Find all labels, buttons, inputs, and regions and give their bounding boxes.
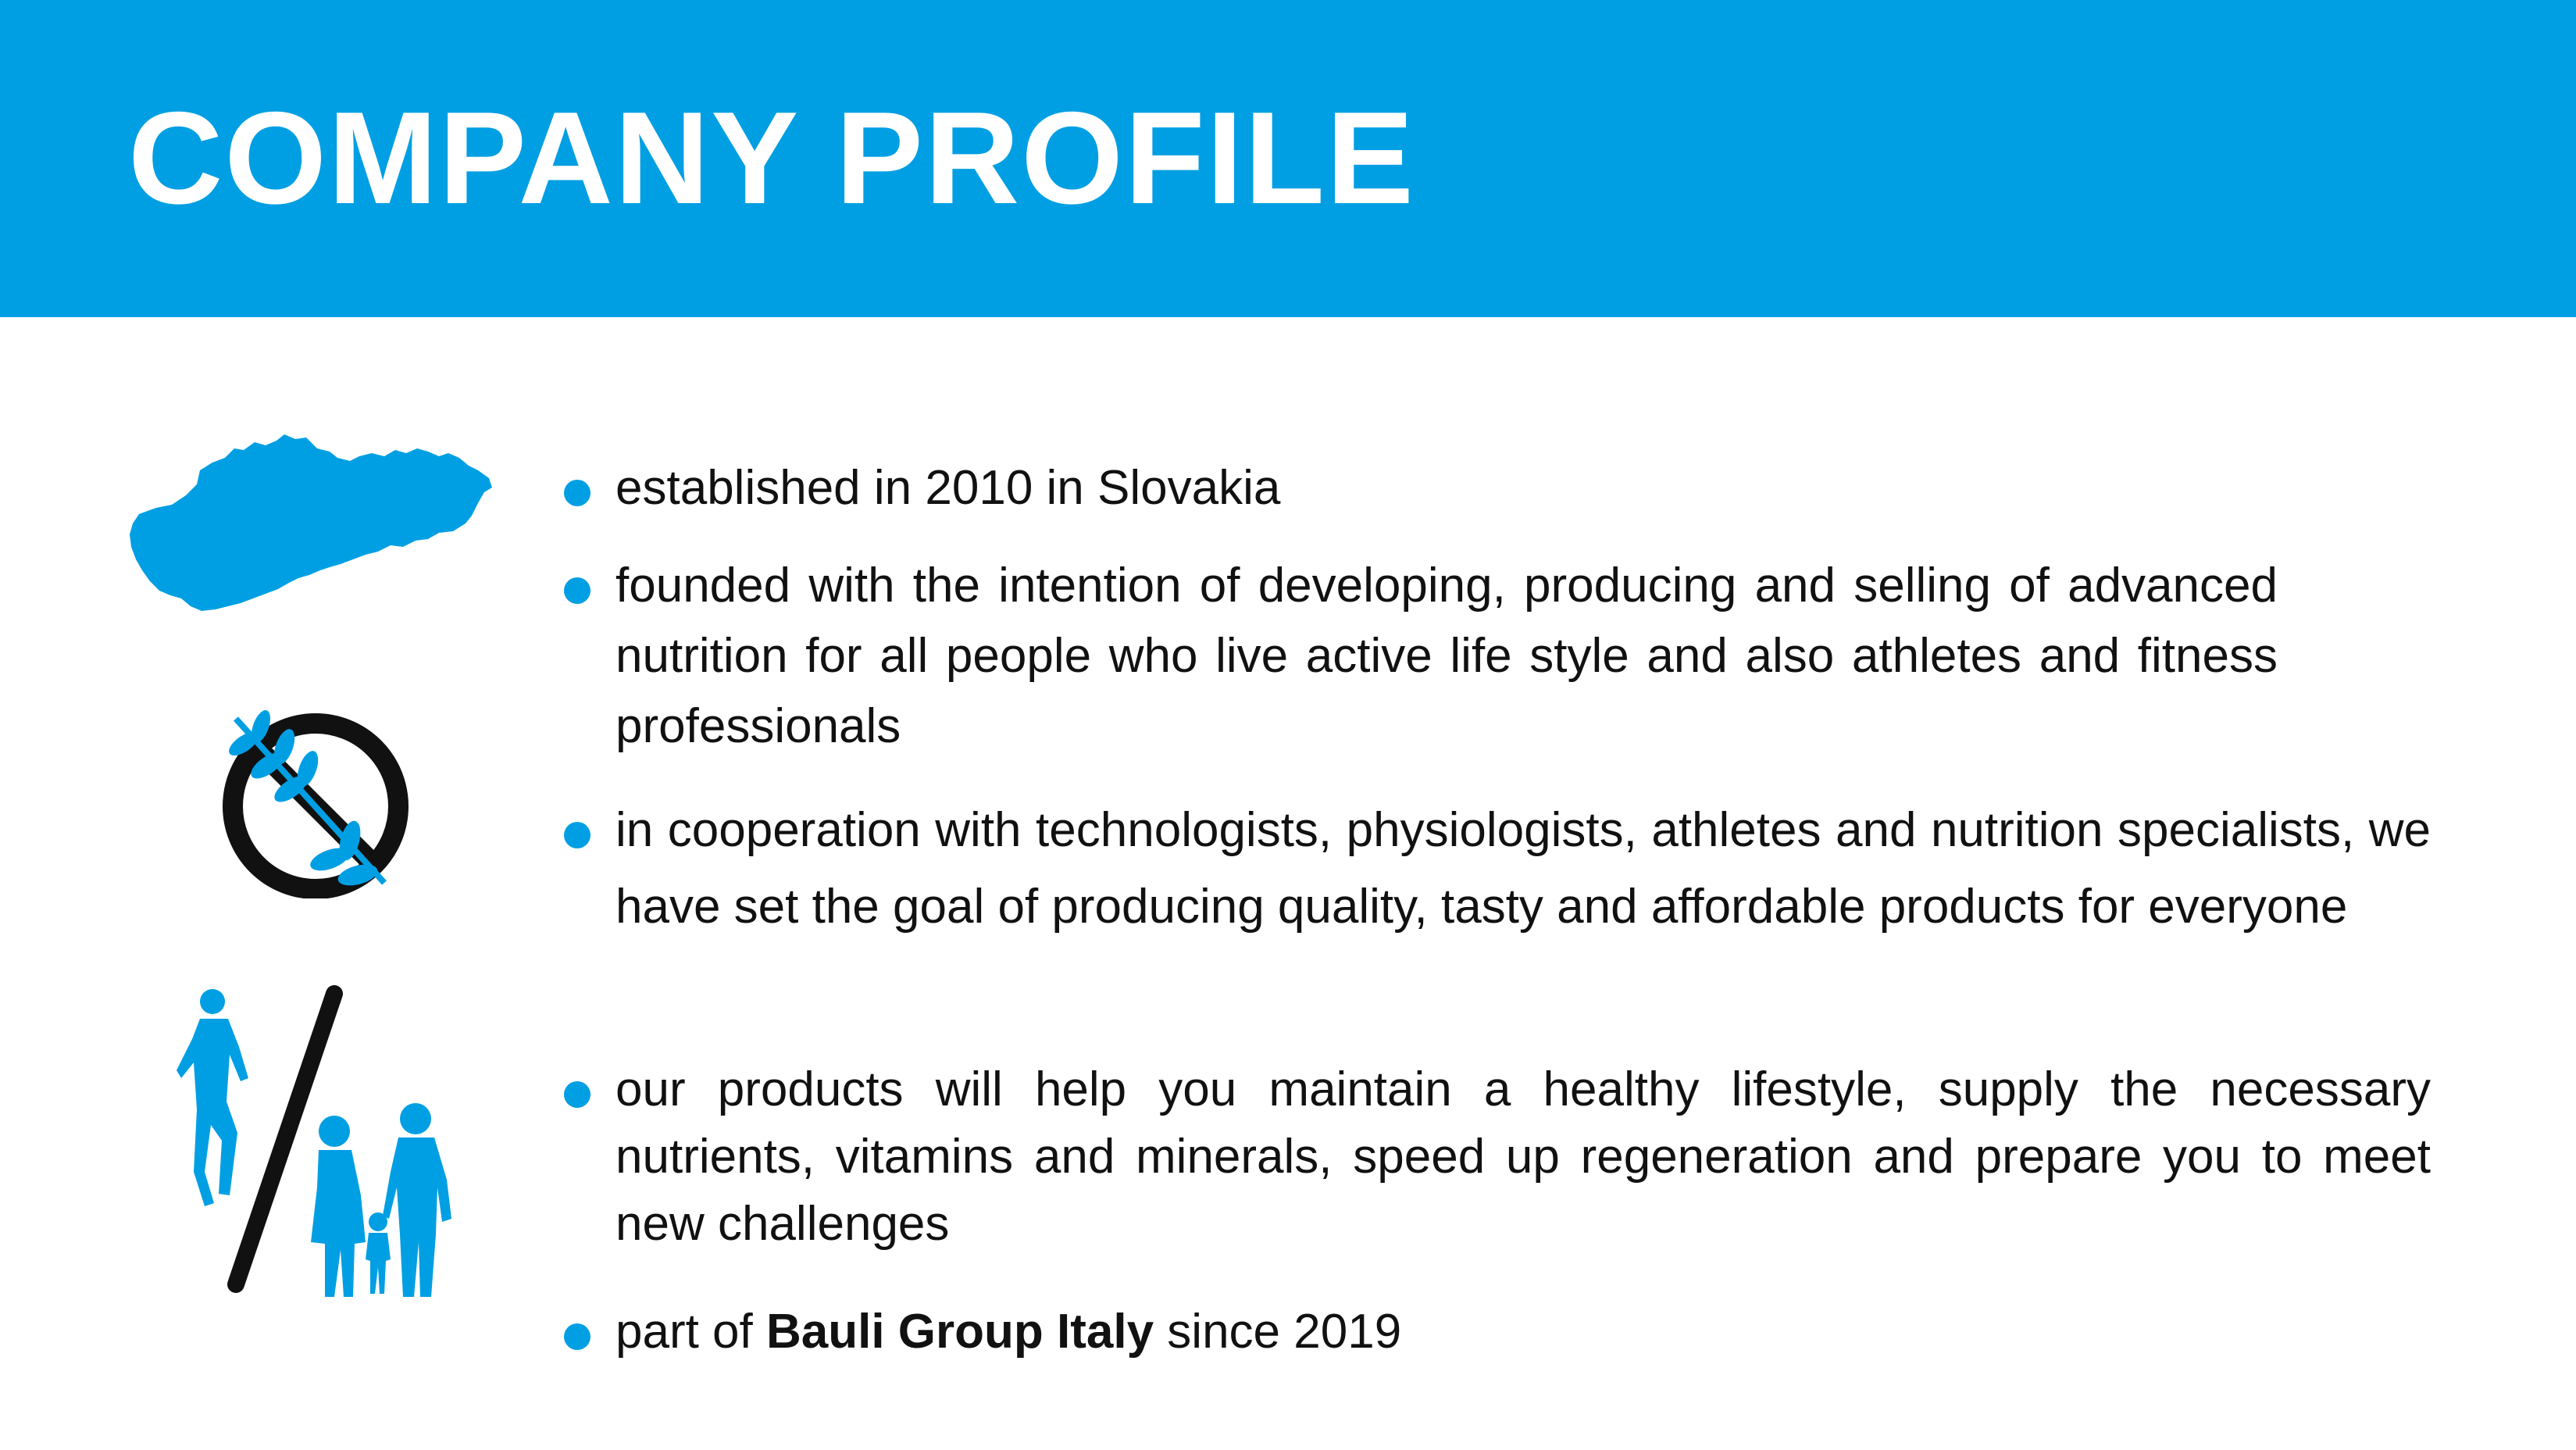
bullet-text: founded with the intention of developing, producing and selling of advanced nutrition for all people who live active life style and also athletes and fitness professionals: [615, 559, 2278, 753]
list-item: [615, 792, 2431, 945]
bullet-dot: [564, 480, 590, 506]
company-name: Bauli Group Italy: [766, 1305, 1154, 1359]
bullet-text: our products will help you maintain a healthy lifestyle, supply the necessary nutrients, vitamins and minerals, speed up regeneration and prepare you to meet new challenges: [615, 1062, 2431, 1251]
list-item: [615, 551, 2278, 762]
list-item: [615, 453, 2443, 523]
header-banner: [0, 0, 2576, 317]
list-item: [615, 1297, 2431, 1367]
gluten-free-icon: [212, 703, 416, 898]
bullet-dot: [564, 822, 590, 848]
list-item: [615, 1056, 2431, 1258]
bullet-dot: [564, 1323, 590, 1350]
slovakia-map-icon: [125, 430, 495, 617]
bullet-text: established in 2010 in Slovakia: [615, 461, 1281, 515]
bullet-text: in cooperation with technologists, physiologists, athletes and nutrition specialists, we have set the goal of producing quality, tasty and affordable products for everyone: [615, 803, 2431, 934]
bullet-dot: [564, 577, 590, 604]
runner-vs-family-icon: [173, 984, 470, 1312]
bullet-dot: [564, 1081, 590, 1108]
page-title: COMPANY PROFILE: [128, 84, 1415, 231]
bullet-text-suffix: since 2019: [1154, 1305, 1402, 1359]
bullet-text-prefix: part of: [615, 1305, 766, 1359]
